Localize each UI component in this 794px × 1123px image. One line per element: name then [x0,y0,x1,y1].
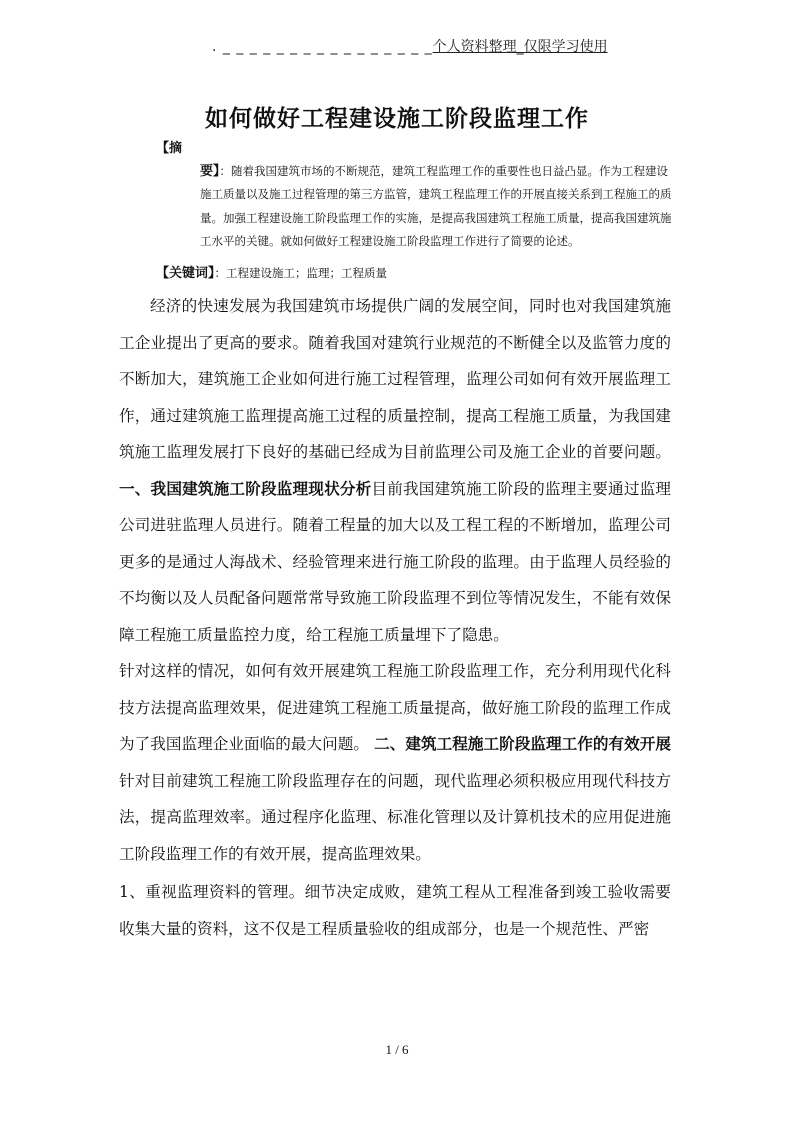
keywords-text: ：工程建设施工；监理；工程质量 [214,266,388,280]
abstract-text: ：随着我国建筑市场的不断规范，建筑工程监理工作的重要性也日益凸显。作为工程建设施工质量以及施工过程管理的第三方监管，建筑工程监理工作的开展直接关系到工程施工的质量。加强工程建设施工阶段监理工作的实施，是提高我国建筑工程施工质量，提高我国建筑施工水平的关键。就如何做好工程建设施工阶段监理工作进行了简要的论述。 [200,164,672,248]
body-text [119,288,671,947]
paragraph-problem: 针对这样的情况，如何有效开展建筑工程施工阶段监理工作，充分利用现代化科技方法提高监理效果，促进建筑工程施工质量提高，做好施工阶段的监理工作成为了我国监理企业面临的最大问题。 [119,662,671,753]
paragraph-section-1: 目前我国建筑施工阶段的监理主要通过监理公司进驻监理人员进行。随着工程量的加大以及工程工程的不断增加，监理公司更多的是通过人海战术、经验管理来进行施工阶段的监理。由于监理人员经验的不均衡以及人员配备问题常常导致施工阶段监理不到位等情况发生，不能有效保障工程施工质量监控力度，给工程施工质量埋下了隐患。 [119,479,671,644]
page-header [212,36,608,56]
header-dashes: . _ _ _ _ _ _ _ _ _ _ _ _ _ _ _ _ [212,39,433,55]
document-title: 如何做好工程建设施工阶段监理工作 [205,105,589,132]
abstract-label-part2: 要】 [200,164,220,180]
paragraph-section-2: 针对目前建筑工程施工阶段监理存在的问题，现代监理必须积极应用现代科技方法，提高监理效率。通过程序化监理、标准化管理以及计算机技术的应用促进施工阶段监理工作的有效开展，提高监理效果。 [119,771,671,863]
section-heading-1: 一、我国建筑施工阶段监理现状分析 [119,478,372,498]
paragraph-intro: 经济的快速发展为我国建筑市场提供广阔的发展空间，同时也对我国建筑施工企业提出了更高的要求。随着我国对建筑行业规范的不断健全以及监管力度的不断加大，建筑施工企业如何进行施工过程管理，监理公司如何有效开展监理工作，通过建筑施工监理提高施工过程的质量控制，提高工程施工质量，为我国建筑施工监理发展打下良好的基础已经成为目前监理公司及施工企业的首要问题。 [119,297,671,461]
paragraph [119,288,671,653]
page-number: 1 / 6 [385,1042,409,1057]
keywords-label: 【关键词】 [156,266,215,281]
list-item-1: 1、重视监理资料的管理。细节决定成败，建筑工程从工程准备到竣工验收需要收集大量的资料，这不仅是工程质量验收的组成部分，也是一个规范性、严密 [119,883,671,938]
section-heading-2: 二、建筑工程施工阶段监理工作的有效开展 [374,734,671,753]
abstract [156,137,676,253]
keywords [156,262,387,281]
paragraph [119,653,671,872]
abstract-label-part1: 【摘 [156,141,183,156]
header-text: 个人资料整理_仅限学习使用 [432,39,608,55]
paragraph [119,874,671,947]
